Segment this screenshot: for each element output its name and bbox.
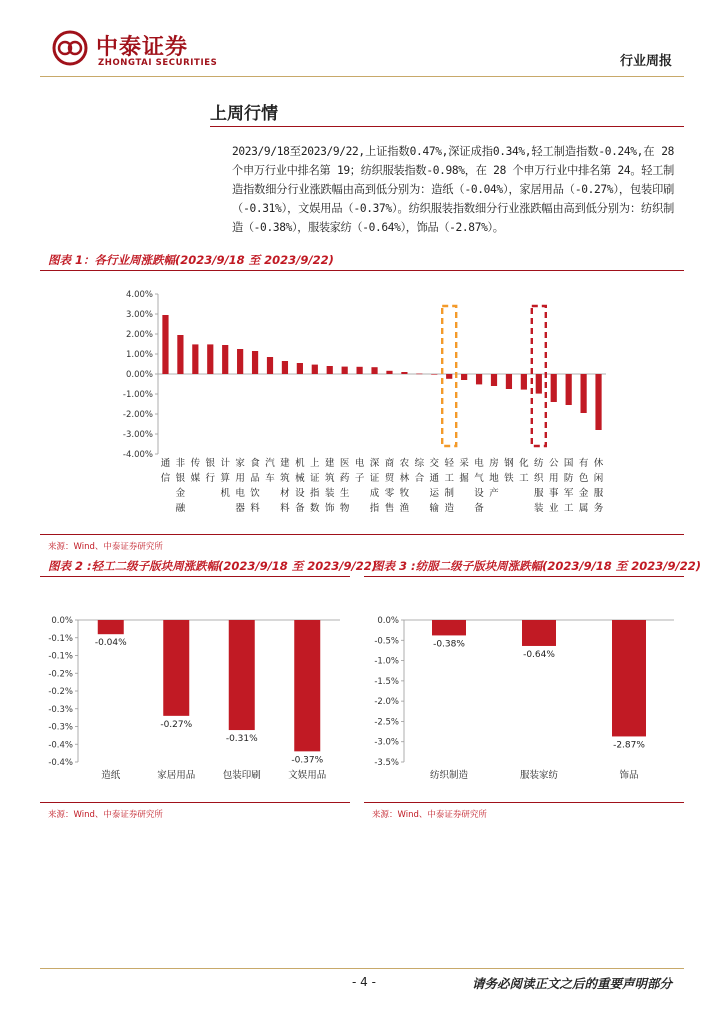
x-tick-label: 综合 bbox=[414, 458, 425, 484]
bar bbox=[312, 365, 318, 374]
bar bbox=[446, 374, 452, 379]
bar bbox=[282, 361, 288, 374]
figure-2-source: 来源：Wind、中泰证券研究所 bbox=[48, 810, 163, 820]
logo-subtext: ZHONGTAI SECURITIES bbox=[98, 58, 218, 68]
y-tick-label: -0.2% bbox=[48, 669, 73, 680]
title-divider bbox=[210, 126, 684, 127]
y-tick-label: -3.0% bbox=[374, 737, 399, 748]
x-tick-label: 食品饮料 bbox=[250, 458, 260, 514]
disclaimer-note: 请务必阅读正文之后的重要声明部分 bbox=[471, 976, 672, 991]
x-tick-label: 纺织服装 bbox=[534, 458, 544, 514]
bar bbox=[267, 357, 273, 374]
y-tick-label: -0.1% bbox=[48, 651, 73, 662]
figure-1-source: 来源：Wind、中泰证券研究所 bbox=[48, 542, 163, 552]
report-type: 行业周报 bbox=[619, 54, 672, 69]
logo-text: 中泰证券 bbox=[96, 35, 189, 60]
bar bbox=[432, 620, 466, 635]
x-tick-label: 商贸零售 bbox=[384, 458, 395, 514]
bar bbox=[461, 374, 467, 380]
bar bbox=[162, 315, 168, 374]
data-label: -0.04% bbox=[94, 638, 127, 649]
bar bbox=[222, 345, 228, 374]
x-tick-label: 文娱用品 bbox=[288, 770, 327, 781]
x-tick-label: 医药生物 bbox=[339, 458, 350, 514]
bar bbox=[581, 374, 587, 413]
x-tick-label: 机械设备 bbox=[295, 458, 305, 514]
data-label: -0.31% bbox=[225, 734, 258, 745]
x-tick-label: 建筑材料 bbox=[280, 458, 290, 514]
figure-1-footer-rule bbox=[40, 534, 684, 535]
bar bbox=[192, 344, 198, 374]
x-tick-label: 上证指数 bbox=[310, 458, 320, 514]
x-tick-label: 汽车 bbox=[265, 458, 275, 484]
x-tick-label: 农林牧渔 bbox=[399, 458, 410, 514]
x-tick-label: 包装印刷 bbox=[222, 770, 261, 781]
x-tick-label: 家居用品 bbox=[157, 770, 196, 781]
y-tick-label: 3.00% bbox=[125, 310, 153, 320]
bar bbox=[357, 367, 363, 374]
y-tick-label: -2.5% bbox=[374, 717, 399, 728]
x-tick-label: 公用事业 bbox=[548, 458, 559, 514]
y-tick-label: -1.0% bbox=[374, 656, 399, 667]
y-tick-label: 0.0% bbox=[51, 616, 73, 626]
x-tick-label: 建筑装饰 bbox=[324, 458, 335, 514]
x-tick-label: 深证成指 bbox=[369, 458, 380, 514]
bar bbox=[207, 344, 213, 374]
figure-2-title: 图表 2 :轻工二级子版块周涨跌幅(2023/9/18 至 2023/9/22) bbox=[48, 559, 377, 573]
y-tick-label: -0.4% bbox=[48, 740, 73, 751]
x-tick-label: 计算机 bbox=[220, 458, 230, 499]
figure-3-header bbox=[364, 558, 701, 577]
x-tick-label: 非银金融 bbox=[175, 458, 186, 514]
y-tick-label: -1.00% bbox=[122, 390, 153, 400]
bar bbox=[237, 349, 243, 374]
y-tick-label: -3.5% bbox=[374, 758, 399, 768]
chart-light-industry-sub bbox=[40, 596, 350, 796]
bar bbox=[401, 372, 407, 374]
chart-textile-sub bbox=[364, 596, 684, 796]
x-tick-label: 化工 bbox=[519, 458, 529, 484]
bar bbox=[431, 374, 437, 375]
figure-1-title: 图表 1：各行业周涨跌幅(2023/9/18 至 2023/9/22) bbox=[48, 253, 334, 267]
bar bbox=[252, 351, 258, 374]
x-tick-label: 饰品 bbox=[619, 770, 639, 781]
figure-3-source: 来源：Wind、中泰证券研究所 bbox=[372, 810, 487, 820]
bar bbox=[416, 374, 422, 375]
y-tick-label: -3.00% bbox=[122, 430, 153, 440]
y-tick-label: -0.5% bbox=[374, 636, 399, 647]
figure-2-footer-rule bbox=[40, 802, 350, 803]
y-tick-label: -0.1% bbox=[48, 633, 73, 644]
y-tick-label: -1.5% bbox=[374, 676, 399, 687]
section-title: 上周行情 bbox=[210, 104, 278, 124]
page-number: - 4 - bbox=[352, 975, 376, 989]
y-tick-label: 0.0% bbox=[377, 616, 399, 626]
bar bbox=[476, 374, 482, 384]
x-tick-label: 传媒 bbox=[190, 458, 201, 484]
bar bbox=[521, 374, 527, 390]
bar bbox=[327, 366, 333, 374]
y-tick-label: -0.2% bbox=[48, 687, 73, 697]
figure-3-footer-rule bbox=[364, 802, 684, 803]
bar bbox=[506, 374, 512, 389]
body-paragraph: 2023/9/18至2023/9/22,上证指数0.47%,深证成指0.34%,轻工制造指数-0.24%,在 28 个申万行业中排名第 19；纺织服装指数-0.98%，在 28 个申万行业中排名第 24。轻工制造指数细分行业涨跌幅由高到低分别为：造纸（-0.04%），家居用品（-0.27%），包装印刷（-0.31%），文娱用品（-0.37%）。纺织服装指数细分行业涨跌幅由高到低分别为：纺织制造（-0.38%），服装家纺（-0.64%），饰品（-2.87%）。 bbox=[232, 145, 674, 234]
x-tick-label: 房地产 bbox=[489, 458, 499, 499]
bar bbox=[229, 620, 255, 730]
data-label: -0.38% bbox=[433, 639, 465, 650]
x-tick-label: 有色金属 bbox=[578, 458, 589, 514]
x-tick-label: 银行 bbox=[205, 458, 216, 484]
y-tick-label: -0.4% bbox=[48, 758, 73, 768]
x-tick-label: 交通运输 bbox=[429, 458, 440, 514]
footer-divider bbox=[40, 968, 684, 969]
y-tick-label: 4.00% bbox=[125, 290, 153, 300]
y-tick-label: 1.00% bbox=[125, 350, 153, 360]
bar bbox=[491, 374, 497, 386]
x-tick-label: 通信 bbox=[160, 458, 171, 484]
bar bbox=[294, 620, 320, 751]
x-tick-label: 家用电器 bbox=[235, 458, 245, 514]
x-tick-label: 电子 bbox=[354, 458, 365, 484]
bar bbox=[522, 620, 556, 646]
x-tick-label: 国防军工 bbox=[563, 458, 574, 514]
bar bbox=[536, 374, 542, 394]
y-tick-label: -2.00% bbox=[122, 410, 153, 420]
chart-industry-weekly-change bbox=[40, 274, 684, 532]
bar bbox=[612, 620, 646, 736]
bar bbox=[386, 371, 392, 374]
bar bbox=[371, 367, 377, 374]
figure-3-title: 图表 3 :纺服二级子版块周涨跌幅(2023/9/18 至 2023/9/22) bbox=[372, 559, 701, 573]
figure-2-header bbox=[40, 558, 377, 577]
bar bbox=[566, 374, 572, 405]
x-tick-label: 造纸 bbox=[101, 770, 121, 781]
x-tick-label: 服装家纺 bbox=[519, 770, 559, 781]
data-label: -0.27% bbox=[160, 719, 193, 730]
data-label: -0.64% bbox=[523, 649, 555, 660]
y-tick-label: -2.0% bbox=[374, 697, 399, 708]
data-label: -2.87% bbox=[613, 740, 645, 751]
bar bbox=[177, 335, 183, 374]
figure-1-header bbox=[40, 252, 684, 271]
x-tick-label: 纺织制造 bbox=[429, 770, 469, 781]
bar bbox=[297, 363, 303, 374]
y-tick-label: 0.00% bbox=[125, 370, 153, 380]
x-tick-label: 休闲服务 bbox=[593, 458, 604, 514]
x-tick-label: 轻工制造 bbox=[444, 458, 454, 514]
x-tick-label: 采掘 bbox=[459, 458, 469, 484]
y-tick-label: -0.3% bbox=[48, 704, 73, 715]
bar bbox=[595, 374, 601, 430]
bar bbox=[551, 374, 557, 402]
bar bbox=[163, 620, 189, 716]
y-tick-label: -0.3% bbox=[48, 722, 73, 733]
y-tick-label: -4.00% bbox=[122, 450, 153, 460]
y-tick-label: 2.00% bbox=[125, 330, 153, 340]
header-divider bbox=[40, 76, 684, 77]
bar bbox=[342, 367, 348, 374]
bar bbox=[98, 620, 124, 634]
x-tick-label: 钢铁 bbox=[504, 458, 514, 484]
logo-icon bbox=[52, 30, 88, 66]
x-tick-label: 电气设备 bbox=[474, 458, 484, 514]
data-label: -0.37% bbox=[291, 755, 324, 766]
